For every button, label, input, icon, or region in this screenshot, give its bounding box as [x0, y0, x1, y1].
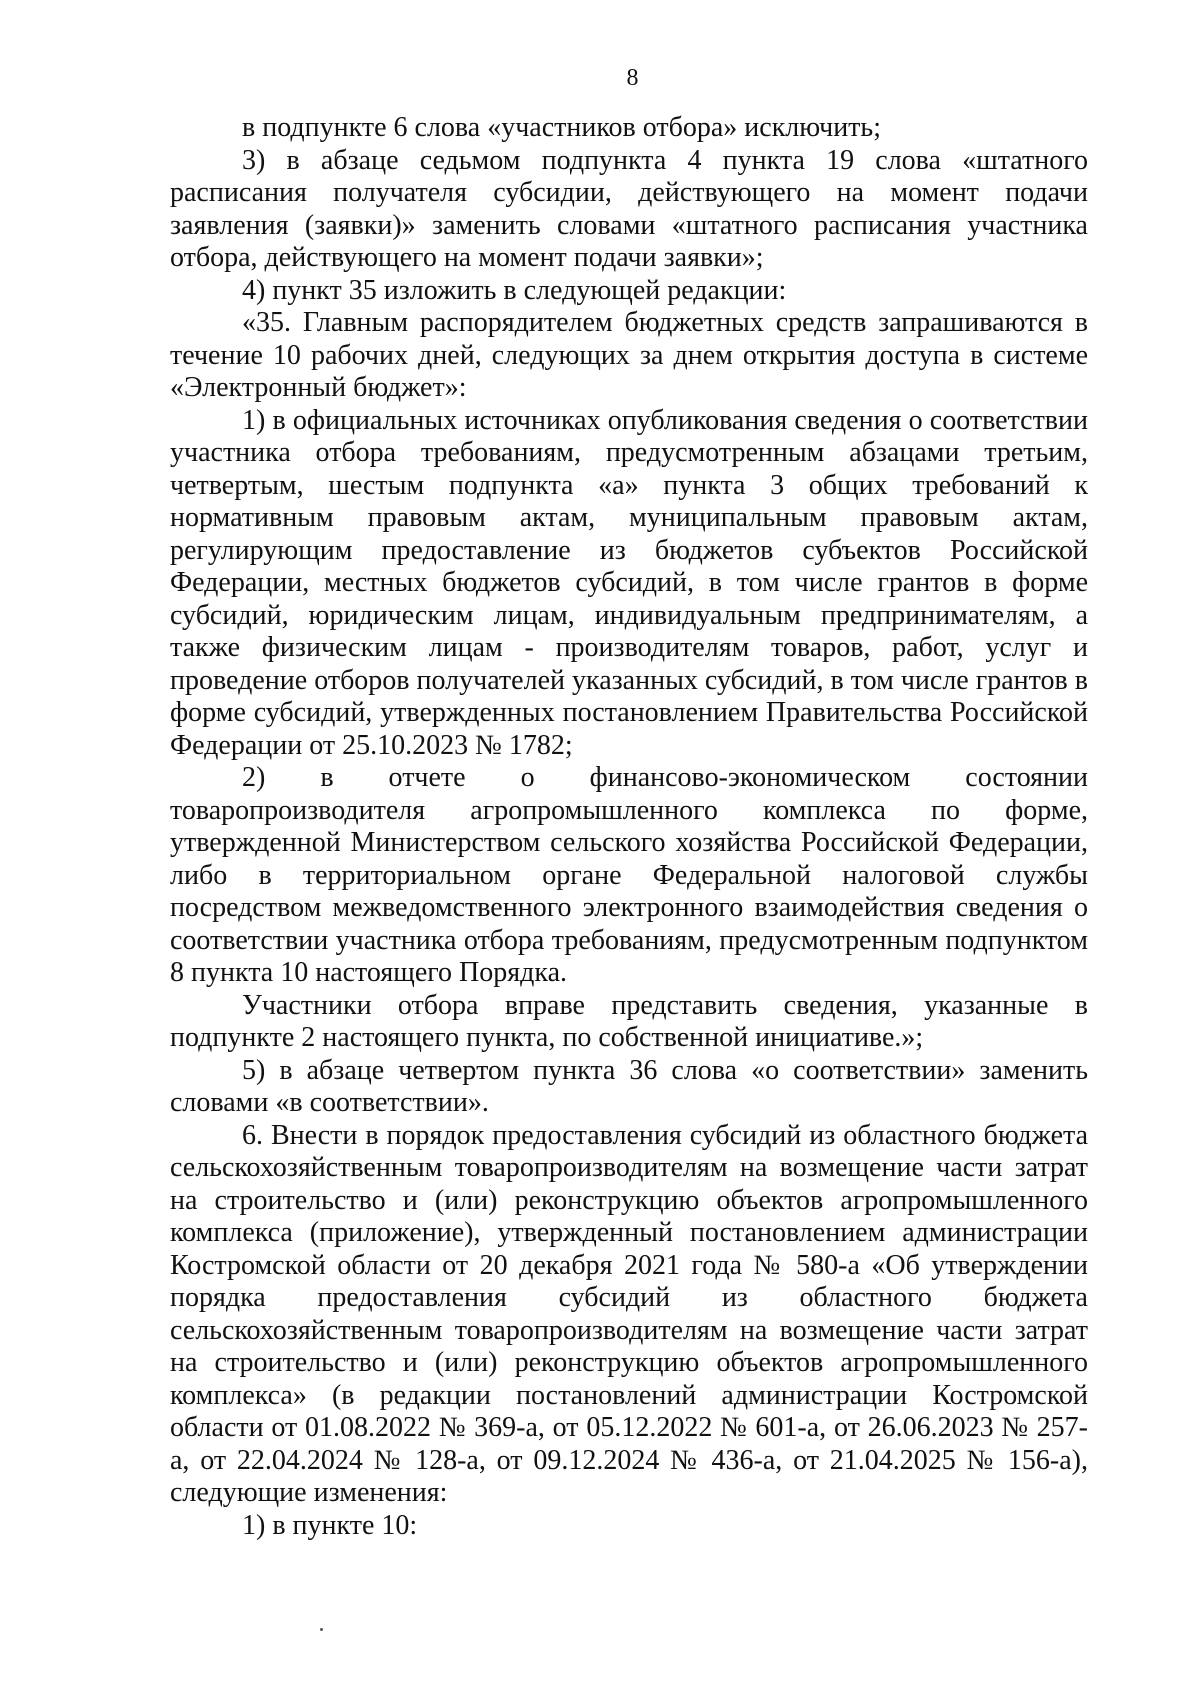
paragraph-point-35-sub-2: 2) в отчете о финансово-экономическом состоянии товаропроизводителя агропромышленного комплекса по форме, утвержденной Министерством сельского хозяйства Российской Федерации, либо в территориальном органе Федеральной налоговой службы посредством межведомственного электронного взаимодействия сведения о соответствии участника отбора требованиям, предусмотренным подпунктом 8 пункта 10 настоящего Порядка. — [170, 762, 1088, 988]
document-body — [170, 112, 1088, 1542]
paragraph-item-3: 3) в абзаце седьмом подпункта 4 пункта 19 слова «штатного расписания получателя субсидии, действующего на момент подачи заявления (заявки)» заменить словами «штатного расписания участника отбора, действующего на момент подачи заявки»; — [170, 144, 1088, 273]
paragraph-point-35-sub-1: 1) в официальных источниках опубликования сведения о соответствии участника отбора требованиям, предусмотренным абзацами третьим, четвертым, шестым подпункта «а» пункта 3 общих требований к нормативным правовым актам, муниципальным правовым актам, регулирующим предоставление из бюджетов субъектов Российской Федерации, местных бюджетов субсидий, в том числе грантов в форме субсидий, юридическим лицам, индивидуальным предпринимателям, а также физическим лицам - производителям товаров, работ, услуг и проведение отборов получателей указанных субсидий, в том числе грантов в форме субсидий, утвержденных постановлением Правительства Российской Федерации от 25.10.2023 № 1782; — [170, 404, 1088, 761]
paragraph-section-6-item-1: 1) в пункте 10: — [242, 1509, 418, 1541]
paragraph-item-4: 4) пункт 35 изложить в следующей редакции: — [242, 274, 787, 306]
paragraph-item-5: 5) в абзаце четвертом пункта 36 слова «о соответствии» заменить словами «в соответствии». — [170, 1054, 1088, 1118]
paragraph-subpoint-6-exclusion: в подпункте 6 слова «участников отбора» исключить; — [242, 112, 881, 143]
page-number: 8 — [626, 65, 639, 91]
paragraph-point-35: «35. Главным распорядителем бюджетных средств запрашиваются в течение 10 рабочих дней, следующих за днем открытия доступа в системе «Электронный бюджет»: — [170, 307, 1088, 403]
scan-dot-mark — [320, 1628, 323, 1631]
paragraph-section-6: 6. Внести в порядок предоставления субсидий из областного бюджета сельскохозяйственным товаропроизводителям на возмещение части затрат на строительство и (или) реконструкцию объектов агропромышленного комплекса (приложение), утвержденный постановлением администрации Костромской области от 20 декабря 2021 года № 580-а «Об утверждении порядка предоставления субсидий из областного бюджета сельскохозяйственным товаропроизводителям на возмещение части затрат на строительство и (или) реконструкцию объектов агропромышленного комплекса» (в редакции постановлений администрации Костромской области от 01.08.2022 № 369-а, от 05.12.2022 № 601-а, от 26.06.2023 № 257-а, от 22.04.2024 № 128-а, от 09.12.2024 № 436-а, от 21.04.2025 № 156-а), следующие изменения: — [170, 1119, 1088, 1508]
paragraph-participants-right: Участники отбора вправе представить сведения, указанные в подпункте 2 настоящего пункта, по собственной инициативе.»; — [170, 989, 1088, 1053]
